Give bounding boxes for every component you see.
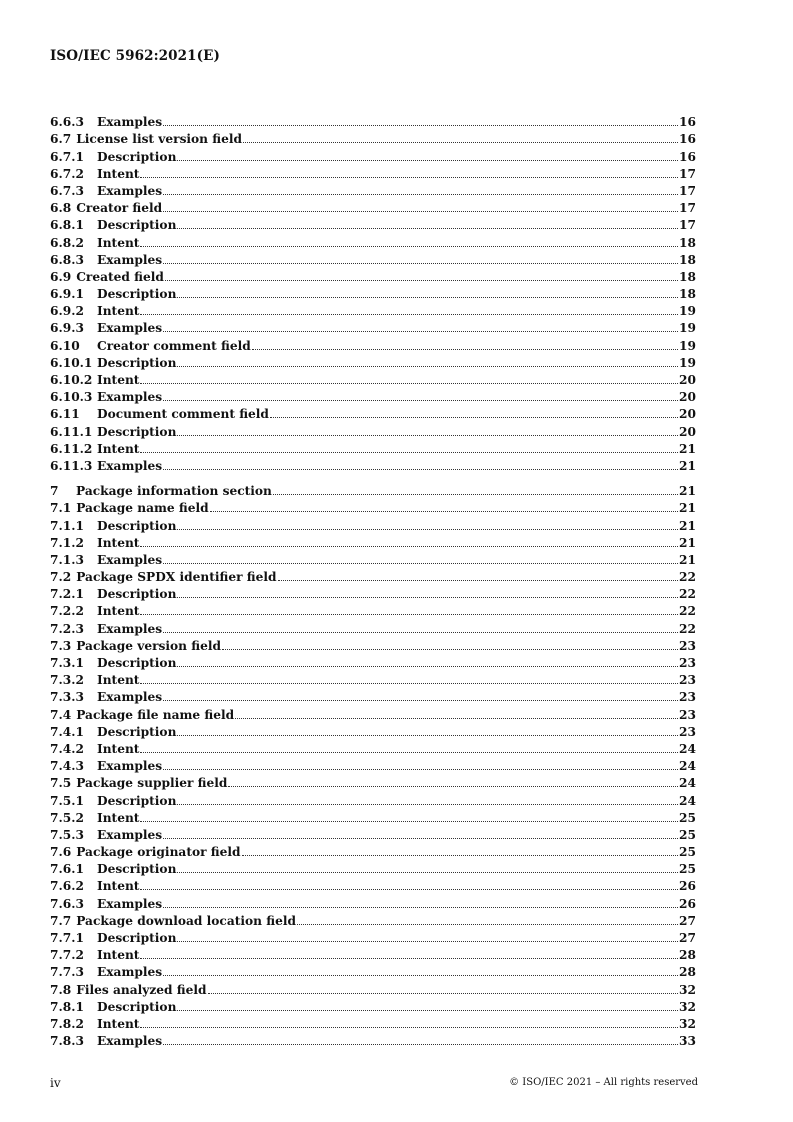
toc-entry[interactable]	[50, 387, 696, 404]
toc-entry-page: 19	[679, 304, 696, 319]
toc-entry-title: Package SPDX identifier field	[76, 570, 277, 585]
toc-entry[interactable]	[50, 722, 696, 739]
toc-entry-page: 18	[679, 252, 696, 267]
page-number: iv	[50, 1076, 61, 1090]
dot-leader	[222, 649, 678, 650]
toc-entry-title: Document comment field	[97, 407, 269, 422]
dot-leader	[270, 417, 678, 418]
toc-entry-page: 22	[679, 570, 696, 585]
toc-entry-title: Description	[97, 931, 177, 945]
toc-entry[interactable]	[50, 825, 696, 842]
toc-entry-title: Description	[97, 149, 177, 164]
toc-entry-number: 7.6.2	[50, 879, 84, 894]
toc-entry[interactable]	[50, 146, 696, 163]
toc-entry[interactable]	[50, 112, 696, 129]
dot-leader	[163, 975, 678, 976]
toc-entry-page: 25	[679, 827, 696, 842]
toc-entry-page: 21	[679, 441, 696, 456]
toc-entry-page: 19	[679, 321, 696, 336]
dot-leader	[140, 683, 678, 684]
toc-entry-title: Examples	[97, 1034, 163, 1049]
toc-entry-title: Examples	[97, 552, 163, 567]
toc-entry[interactable]	[50, 164, 696, 181]
toc-entry-number: 6.11.2	[50, 441, 93, 456]
toc-entry-page: 23	[679, 638, 696, 653]
toc-entry-number: 7.1.1	[50, 518, 84, 533]
toc-entry-number: 6.10.1	[50, 355, 93, 370]
toc-entry-number: 7.5	[50, 776, 72, 791]
dot-leader	[163, 632, 678, 633]
dot-leader	[177, 228, 678, 229]
toc-entry-title: Package file name field	[76, 707, 235, 722]
toc-entry-number: 7.4.3	[50, 759, 84, 774]
toc-entry-title: Examples	[97, 690, 163, 705]
toc-entry-title: Description	[97, 656, 177, 670]
dot-leader	[163, 469, 678, 470]
dot-leader	[177, 529, 678, 530]
toc-entry-page: 22	[679, 621, 696, 636]
dot-leader	[252, 349, 678, 350]
toc-entry-number: 7.5.1	[50, 793, 84, 808]
dot-leader	[163, 769, 678, 770]
dot-leader	[177, 366, 678, 367]
toc-entry-title: Intent	[97, 441, 140, 456]
toc-entry-number: 7.2.1	[50, 587, 84, 602]
dot-leader	[140, 177, 678, 178]
table-of-contents	[50, 112, 696, 1048]
toc-entry[interactable]	[50, 284, 696, 301]
toc-entry[interactable]	[50, 893, 696, 910]
toc-entry-number: 7.7.3	[50, 965, 84, 980]
toc-entry-number: 7.8.1	[50, 999, 84, 1014]
toc-entry-page: 21	[679, 484, 696, 499]
toc-entry-number: 6.8.1	[50, 218, 84, 233]
dot-leader	[163, 400, 678, 401]
toc-entry[interactable]	[50, 318, 696, 335]
dot-leader	[177, 597, 678, 598]
toc-entry-page: 25	[679, 862, 696, 877]
toc-entry[interactable]	[50, 979, 696, 996]
toc-entry-number: 6.7.1	[50, 149, 84, 164]
toc-entry-title: Examples	[97, 759, 163, 774]
toc-entry[interactable]	[50, 601, 696, 618]
toc-entry-page: 22	[679, 604, 696, 619]
toc-entry-number: 6.6.3	[50, 115, 84, 130]
toc-entry[interactable]	[50, 790, 696, 807]
toc-entry-number: 7.7.2	[50, 948, 84, 963]
toc-entry-number: 7.1.2	[50, 535, 84, 550]
toc-entry-number: 6.10.2	[50, 373, 93, 387]
dot-leader	[177, 804, 678, 805]
toc-entry-number: 7	[50, 484, 59, 499]
toc-entry-page: 32	[679, 1016, 696, 1031]
dot-leader	[297, 924, 678, 925]
dot-leader	[177, 297, 678, 298]
toc-entry-page: 24	[679, 776, 696, 791]
dot-leader	[243, 142, 678, 143]
toc-entry-number: 6.8	[50, 201, 72, 216]
toc-entry[interactable]	[50, 301, 696, 318]
dot-leader	[140, 821, 678, 822]
toc-entry-title: Intent	[97, 304, 140, 319]
dot-leader	[140, 752, 678, 753]
dot-leader	[163, 263, 678, 264]
toc-entry-number: 6.11	[50, 407, 80, 422]
dot-leader	[140, 1027, 678, 1028]
toc-entry-title: Description	[97, 587, 177, 602]
toc-entry[interactable]	[50, 1031, 696, 1048]
toc-entry-page: 24	[679, 759, 696, 774]
toc-entry[interactable]	[50, 859, 696, 876]
toc-entry[interactable]	[50, 1014, 696, 1031]
dot-leader	[140, 383, 678, 384]
toc-entry-page: 16	[679, 115, 696, 130]
toc-entry[interactable]	[50, 267, 696, 284]
toc-entry-title: Creator comment field	[97, 338, 251, 353]
toc-entry-page: 20	[679, 424, 696, 439]
toc-entry-page: 21	[679, 501, 696, 516]
toc-entry[interactable]	[50, 515, 696, 532]
toc-entry-title: Description	[97, 518, 177, 533]
toc-entry-number: 7.4	[50, 707, 72, 722]
toc-entry[interactable]	[50, 404, 696, 421]
toc-entry-number: 6.11.1	[50, 424, 93, 439]
toc-entry-number: 7.2.2	[50, 604, 84, 619]
toc-entry[interactable]	[50, 498, 696, 515]
toc-entry-page: 32	[679, 999, 696, 1014]
toc-entry-number: 7.1	[50, 501, 72, 516]
toc-entry-title: Intent	[97, 604, 140, 619]
toc-entry-title: Description	[97, 218, 177, 233]
toc-entry-number: 7.1.3	[50, 552, 84, 567]
dot-leader	[140, 546, 678, 547]
toc-entry-page: 19	[679, 355, 696, 370]
toc-entry-title: Intent	[97, 166, 140, 181]
toc-entry-title: Examples	[97, 183, 163, 198]
toc-entry-title: License list version field	[76, 132, 243, 147]
toc-entry-page: 18	[679, 235, 696, 250]
toc-entry-number: 6.11.3	[50, 458, 93, 473]
toc-entry-number: 6.8.2	[50, 235, 84, 250]
toc-entry-number: 7.3	[50, 638, 72, 653]
toc-entry-number: 7.4.2	[50, 741, 84, 756]
toc-entry[interactable]	[50, 704, 696, 721]
toc-entry[interactable]	[50, 232, 696, 249]
toc-entry-page: 28	[679, 965, 696, 980]
toc-entry[interactable]	[50, 945, 696, 962]
dot-leader	[140, 452, 678, 453]
toc-entry-title: Examples	[97, 965, 163, 980]
toc-entry-page: 24	[679, 793, 696, 808]
toc-entry-page: 20	[679, 407, 696, 422]
toc-entry-title: Description	[97, 355, 177, 370]
toc-entry-number: 7.6	[50, 845, 72, 860]
toc-entry-number: 7.4.1	[50, 724, 84, 739]
toc-entry-title: Description	[97, 287, 177, 302]
toc-entry-number: 7.5.3	[50, 827, 84, 842]
toc-entry[interactable]	[50, 773, 696, 790]
toc-entry-title: Examples	[97, 390, 163, 405]
toc-entry-number: 7.2.3	[50, 621, 84, 636]
toc-entry[interactable]	[50, 533, 696, 550]
dot-leader	[210, 511, 678, 512]
toc-entry-title: Examples	[97, 321, 163, 336]
dot-leader	[177, 666, 678, 667]
toc-entry-number: 6.9.1	[50, 287, 84, 302]
toc-entry-page: 23	[679, 673, 696, 688]
toc-entry-number: 6.10	[50, 338, 80, 353]
toc-entry-page: 21	[679, 458, 696, 473]
toc-entry-title: Intent	[97, 673, 140, 688]
dot-leader	[163, 700, 678, 701]
document-id-header: ISO/IEC 5962:2021(E)	[50, 48, 220, 64]
toc-entry[interactable]	[50, 670, 696, 687]
toc-entry-title: Package supplier field	[76, 776, 228, 791]
toc-entry[interactable]	[50, 481, 696, 498]
dot-leader	[208, 993, 678, 994]
dot-leader	[140, 246, 678, 247]
toc-entry-page: 25	[679, 810, 696, 825]
toc-entry-title: Intent	[97, 373, 140, 387]
toc-entry-title: Intent	[97, 535, 140, 550]
toc-entry-page: 33	[679, 1034, 696, 1049]
toc-entry[interactable]	[50, 687, 696, 704]
toc-entry[interactable]	[50, 911, 696, 928]
toc-entry-page: 24	[679, 741, 696, 756]
toc-entry-title: Intent	[97, 810, 140, 825]
toc-entry[interactable]	[50, 756, 696, 773]
toc-entry-page: 17	[679, 166, 696, 181]
dot-leader	[163, 331, 678, 332]
toc-entry-page: 16	[679, 132, 696, 147]
toc-entry-number: 7.5.2	[50, 810, 84, 825]
copyright-notice: © ISO/IEC 2021 – All rights reserved	[509, 1077, 698, 1088]
toc-entry-title: Intent	[97, 235, 140, 250]
toc-entry-number: 7.6.3	[50, 896, 84, 911]
toc-entry-number: 6.9.3	[50, 321, 84, 336]
toc-entry[interactable]	[50, 370, 696, 387]
dot-leader	[177, 735, 678, 736]
dot-leader	[163, 194, 678, 195]
toc-entry-title: Description	[97, 724, 177, 739]
toc-entry-title: Description	[97, 793, 177, 808]
toc-entry[interactable]	[50, 439, 696, 456]
toc-entry-page: 22	[679, 587, 696, 602]
toc-entry-title: Examples	[97, 896, 163, 911]
toc-entry-number: 6.7.2	[50, 166, 84, 181]
toc-entry-title: Package download location field	[76, 913, 296, 928]
toc-entry-number: 7.8.2	[50, 1016, 84, 1031]
toc-entry-page: 28	[679, 948, 696, 963]
toc-entry-title: Intent	[97, 741, 140, 756]
toc-entry[interactable]	[50, 567, 696, 584]
dot-leader	[163, 125, 678, 126]
toc-entry-page: 21	[679, 518, 696, 533]
toc-entry-number: 6.10.3	[50, 390, 93, 405]
dot-leader	[177, 1010, 678, 1011]
toc-entry-page: 21	[679, 535, 696, 550]
toc-entry-title: Package information section	[76, 484, 272, 499]
toc-entry-page: 26	[679, 896, 696, 911]
toc-entry-page: 27	[679, 913, 696, 928]
dot-leader	[163, 211, 678, 212]
toc-entry-number: 6.7.3	[50, 183, 84, 198]
toc-entry-title: Created field	[76, 269, 164, 284]
dot-leader	[177, 435, 678, 436]
toc-entry-number: 7.3.2	[50, 673, 84, 688]
toc-entry[interactable]	[50, 421, 696, 438]
toc-entry-title: Intent	[97, 1016, 140, 1031]
toc-entry-page: 19	[679, 338, 696, 353]
toc-entry-page: 17	[679, 183, 696, 198]
dot-leader	[235, 718, 678, 719]
toc-entry-title: Intent	[97, 948, 140, 963]
toc-entry-page: 21	[679, 552, 696, 567]
toc-entry-number: 6.7	[50, 132, 72, 147]
toc-entry[interactable]	[50, 550, 696, 567]
dot-leader	[163, 907, 678, 908]
toc-entry-number: 7.8.3	[50, 1034, 84, 1049]
toc-entry[interactable]	[50, 842, 696, 859]
toc-entry-page: 20	[679, 373, 696, 387]
toc-entry-title: Examples	[97, 827, 163, 842]
toc-entry-number: 6.8.3	[50, 252, 84, 267]
toc-entry[interactable]	[50, 739, 696, 756]
toc-entry-number: 7.8	[50, 982, 72, 997]
toc-entry-number: 7.3.3	[50, 690, 84, 705]
dot-leader	[140, 958, 678, 959]
toc-entry-title: Intent	[97, 879, 140, 894]
toc-entry-page: 27	[679, 931, 696, 945]
dot-leader	[278, 580, 678, 581]
toc-entry-number: 7.3.1	[50, 656, 84, 670]
toc-entry-page: 16	[679, 149, 696, 164]
toc-entry-title: Examples	[97, 252, 163, 267]
toc-entry-page: 17	[679, 218, 696, 233]
toc-entry-number: 7.2	[50, 570, 72, 585]
toc-entry-page: 18	[679, 269, 696, 284]
dot-leader	[228, 786, 678, 787]
toc-entry-number: 6.9.2	[50, 304, 84, 319]
dot-leader	[140, 614, 678, 615]
toc-entry[interactable]	[50, 997, 696, 1014]
toc-entry[interactable]	[50, 215, 696, 232]
toc-entry-page: 23	[679, 690, 696, 705]
toc-entry[interactable]	[50, 808, 696, 825]
toc-entry-title: Description	[97, 862, 177, 877]
toc-entry[interactable]	[50, 928, 696, 945]
toc-entry-page: 23	[679, 724, 696, 739]
dot-leader	[163, 838, 678, 839]
toc-entry-title: Package originator field	[76, 845, 241, 860]
toc-entry[interactable]	[50, 129, 696, 146]
toc-entry-page: 20	[679, 390, 696, 405]
dot-leader	[177, 872, 678, 873]
toc-entry-title: Description	[97, 999, 177, 1014]
toc-entry-page: 23	[679, 707, 696, 722]
toc-entry[interactable]	[50, 198, 696, 215]
toc-entry[interactable]	[50, 618, 696, 635]
toc-entry[interactable]	[50, 250, 696, 267]
toc-entry[interactable]	[50, 456, 696, 473]
toc-entry[interactable]	[50, 584, 696, 601]
dot-leader	[177, 160, 678, 161]
toc-entry-page: 25	[679, 845, 696, 860]
toc-entry[interactable]	[50, 181, 696, 198]
toc-entry[interactable]	[50, 335, 696, 352]
toc-entry[interactable]	[50, 653, 696, 670]
toc-entry-page: 32	[679, 982, 696, 997]
toc-entry-title: Creator field	[76, 201, 163, 216]
toc-entry-title: Files analyzed field	[76, 982, 207, 997]
toc-entry-title: Examples	[97, 621, 163, 636]
toc-entry-number: 7.7	[50, 913, 72, 928]
toc-entry[interactable]	[50, 353, 696, 370]
toc-entry-number: 7.6.1	[50, 862, 84, 877]
toc-entry[interactable]	[50, 876, 696, 893]
toc-entry-title: Package version field	[76, 638, 221, 653]
toc-entry-page: 23	[679, 656, 696, 670]
dot-leader	[163, 563, 678, 564]
toc-entry-title: Description	[97, 424, 177, 439]
toc-entry-page: 17	[679, 201, 696, 216]
toc-entry-page: 18	[679, 287, 696, 302]
toc-entry-title: Examples	[97, 458, 163, 473]
dot-leader	[177, 941, 678, 942]
toc-entry[interactable]	[50, 636, 696, 653]
dot-leader	[242, 855, 679, 856]
toc-entry[interactable]	[50, 962, 696, 979]
dot-leader	[140, 314, 678, 315]
toc-entry-number: 6.9	[50, 269, 72, 284]
dot-leader	[163, 1044, 678, 1045]
toc-entry-number: 7.7.1	[50, 931, 84, 945]
dot-leader	[140, 889, 678, 890]
toc-entry-title: Package name field	[76, 501, 209, 516]
toc-entry-page: 26	[679, 879, 696, 894]
dot-leader	[165, 280, 678, 281]
dot-leader	[273, 494, 678, 495]
toc-entry-title: Examples	[97, 115, 163, 130]
